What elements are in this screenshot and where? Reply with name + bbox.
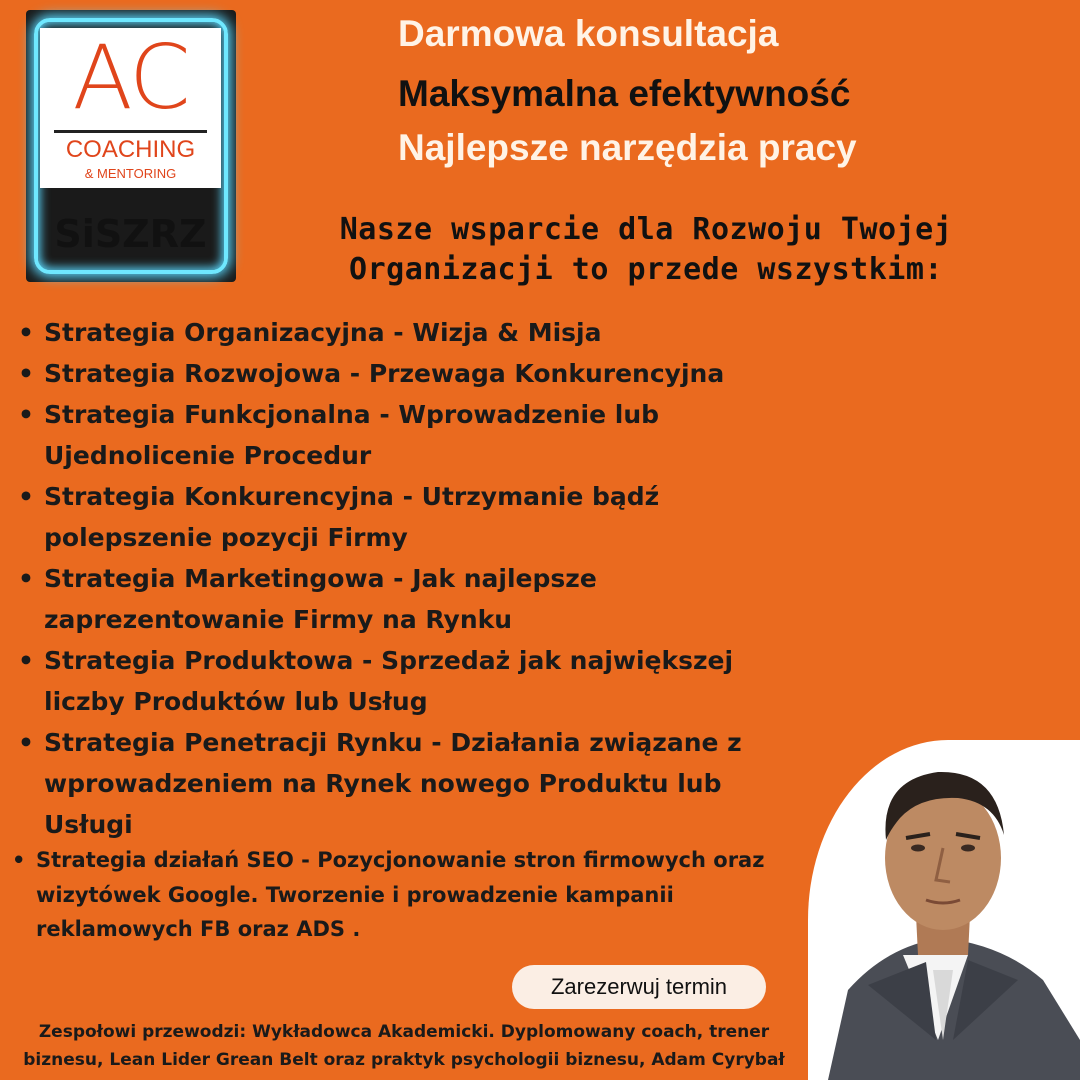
list-item: • Strategia Penetracji Rynku - Działania związane z wprowadzeniem na Rynek nowego Produktu lub Usługi xyxy=(16,722,806,845)
logo-initials: AC xyxy=(72,26,189,129)
person-illustration xyxy=(808,740,1080,1080)
headline-best-tools: Najlepsze narzędzia pracy xyxy=(398,127,857,168)
list-item: • Strategia Marketingowa - Jak najlepsze zaprezentowanie Firmy na Rynku xyxy=(16,558,806,640)
logo-divider xyxy=(54,130,207,133)
book-appointment-button[interactable]: Zarezerwuj termin xyxy=(512,965,766,1009)
list-item: • Strategia Organizacyjna - Wizja & Misja xyxy=(16,312,806,353)
list-item: • Strategia Produktowa - Sprzedaż jak największej liczby Produktów lub Usług xyxy=(16,640,806,722)
logo-card xyxy=(40,28,221,188)
logo-badge-text: SiSZRZ xyxy=(54,212,207,256)
intro-line-1: Nasze wsparcie dla Rozwoju Twojej xyxy=(339,212,953,247)
portrait-photo xyxy=(808,740,1080,1080)
logo-coaching-text: COACHING xyxy=(65,136,196,163)
headline-max-efficiency: Maksymalna efektywność xyxy=(398,73,851,114)
intro-heading xyxy=(236,210,1056,290)
footer-line-1: Zespołowi przewodzi: Wykładowca Akademicki. Dyplomowany coach, trener xyxy=(38,1022,770,1042)
strategy-list xyxy=(16,312,806,845)
list-item: • Strategia Rozwojowa - Przewaga Konkurencyjna xyxy=(16,353,806,394)
seo-item: • Strategia działań SEO - Pozycjonowanie stron firmowych oraz wizytówek Google. Tworzenie i prowadzenie kampanii reklamowych FB oraz ADS . xyxy=(12,843,796,947)
logo-mentoring-text: & MENTORING xyxy=(84,166,177,181)
headline-free-consultation: Darmowa konsultacja xyxy=(398,13,779,54)
footer-line-2: biznesu, Lean Lider Grean Belt oraz praktyk psychologii biznesu, Adam Cyrybał xyxy=(23,1050,785,1070)
intro-line-2: Organizacji to przede wszystkim: xyxy=(349,252,943,287)
team-leader-note xyxy=(0,1018,808,1074)
list-item: • Strategia Konkurencyjna - Utrzymanie bądź polepszenie pozycji Firmy xyxy=(16,476,806,558)
list-item: • Strategia Funkcjonalna - Wprowadzenie lub Ujednolicenie Procedur xyxy=(16,394,806,476)
